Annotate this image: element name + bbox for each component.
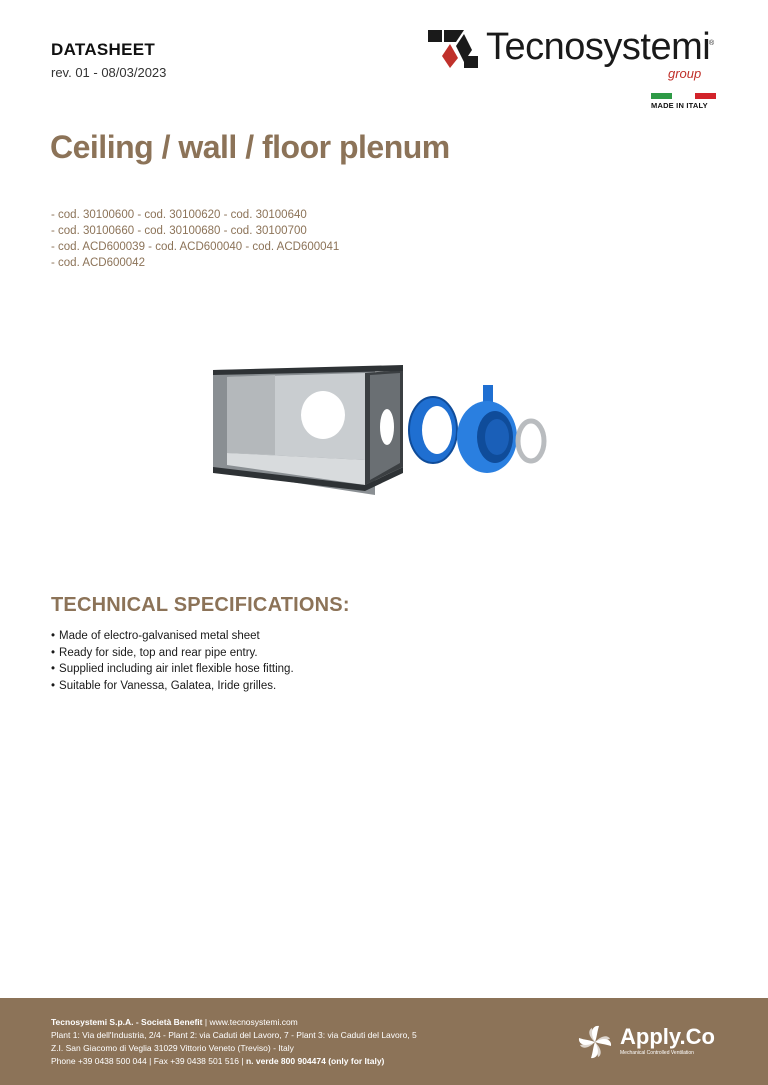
- document-type: DATASHEET: [51, 40, 156, 59]
- postal-address: Z.I. San Giacomo di Veglia 31029 Vittorio Veneto (Treviso) - Italy: [51, 1043, 294, 1053]
- spec-item: • Made of electro-galvanised metal sheet: [51, 628, 294, 645]
- code-line: - cod. ACD600039 - cod. ACD600040 - cod. ACD600041: [51, 241, 340, 253]
- applyco-wordmark: Apply.Co: [620, 1024, 715, 1049]
- logo-group-label: group: [668, 66, 702, 81]
- phone-number: Phone +39 0438 500 044: [51, 1056, 147, 1066]
- spec-item: • Ready for side, top and rear pipe entry.: [51, 645, 294, 662]
- page-title: Ceiling / wall / floor plenum: [50, 129, 450, 165]
- specs-list: [51, 628, 294, 694]
- specs-heading: TECHNICAL SPECIFICATIONS:: [51, 594, 350, 616]
- registered-mark: ®: [709, 40, 715, 47]
- revision-date: rev. 01 - 08/03/2023: [51, 65, 167, 80]
- website-link[interactable]: www.tecnosystemi.com: [209, 1017, 298, 1027]
- fan-icon: [575, 1022, 615, 1062]
- toll-free-number: n. verde 800 904474 (only for Italy): [245, 1056, 385, 1066]
- separator: |: [204, 1017, 208, 1027]
- company-name: Tecnosystemi S.p.A. - Società Benefit: [51, 1017, 203, 1027]
- spec-item: • Suitable for Vanessa, Galatea, Iride grilles.: [51, 678, 294, 695]
- plants-address: Plant 1: Via dell'Industria, 2/4 - Plant 2: via Caduti del Lavoro, 7 - Plant 3: via Caduti del Lavoro, 5: [51, 1030, 417, 1040]
- code-line: - cod. ACD600042: [51, 257, 145, 269]
- separator: |: [241, 1056, 244, 1066]
- tecnosystemi-logo: [428, 28, 728, 88]
- fax-number: Fax +39 0438 501 516: [153, 1056, 239, 1066]
- made-in-italy-label: MADE IN ITALY: [651, 101, 708, 110]
- separator: |: [149, 1056, 152, 1066]
- logo-mark-icon: [428, 28, 480, 70]
- applyco-logo: [575, 1022, 725, 1062]
- plenum-product-image: [205, 355, 550, 505]
- footer: [0, 998, 768, 1085]
- italian-flag-icon: [651, 93, 716, 99]
- product-codes: [51, 207, 339, 271]
- applyco-tagline: Mechanical Controlled Ventilation: [620, 1050, 694, 1056]
- code-line: - cod. 30100600 - cod. 30100620 - cod. 30100640: [51, 209, 307, 221]
- footer-contact: [51, 1016, 417, 1068]
- logo-wordmark: Tecnosystemi: [486, 26, 711, 68]
- spec-item: • Supplied including air inlet flexible hose fitting.: [51, 661, 294, 678]
- code-line: - cod. 30100660 - cod. 30100680 - cod. 30100700: [51, 225, 307, 237]
